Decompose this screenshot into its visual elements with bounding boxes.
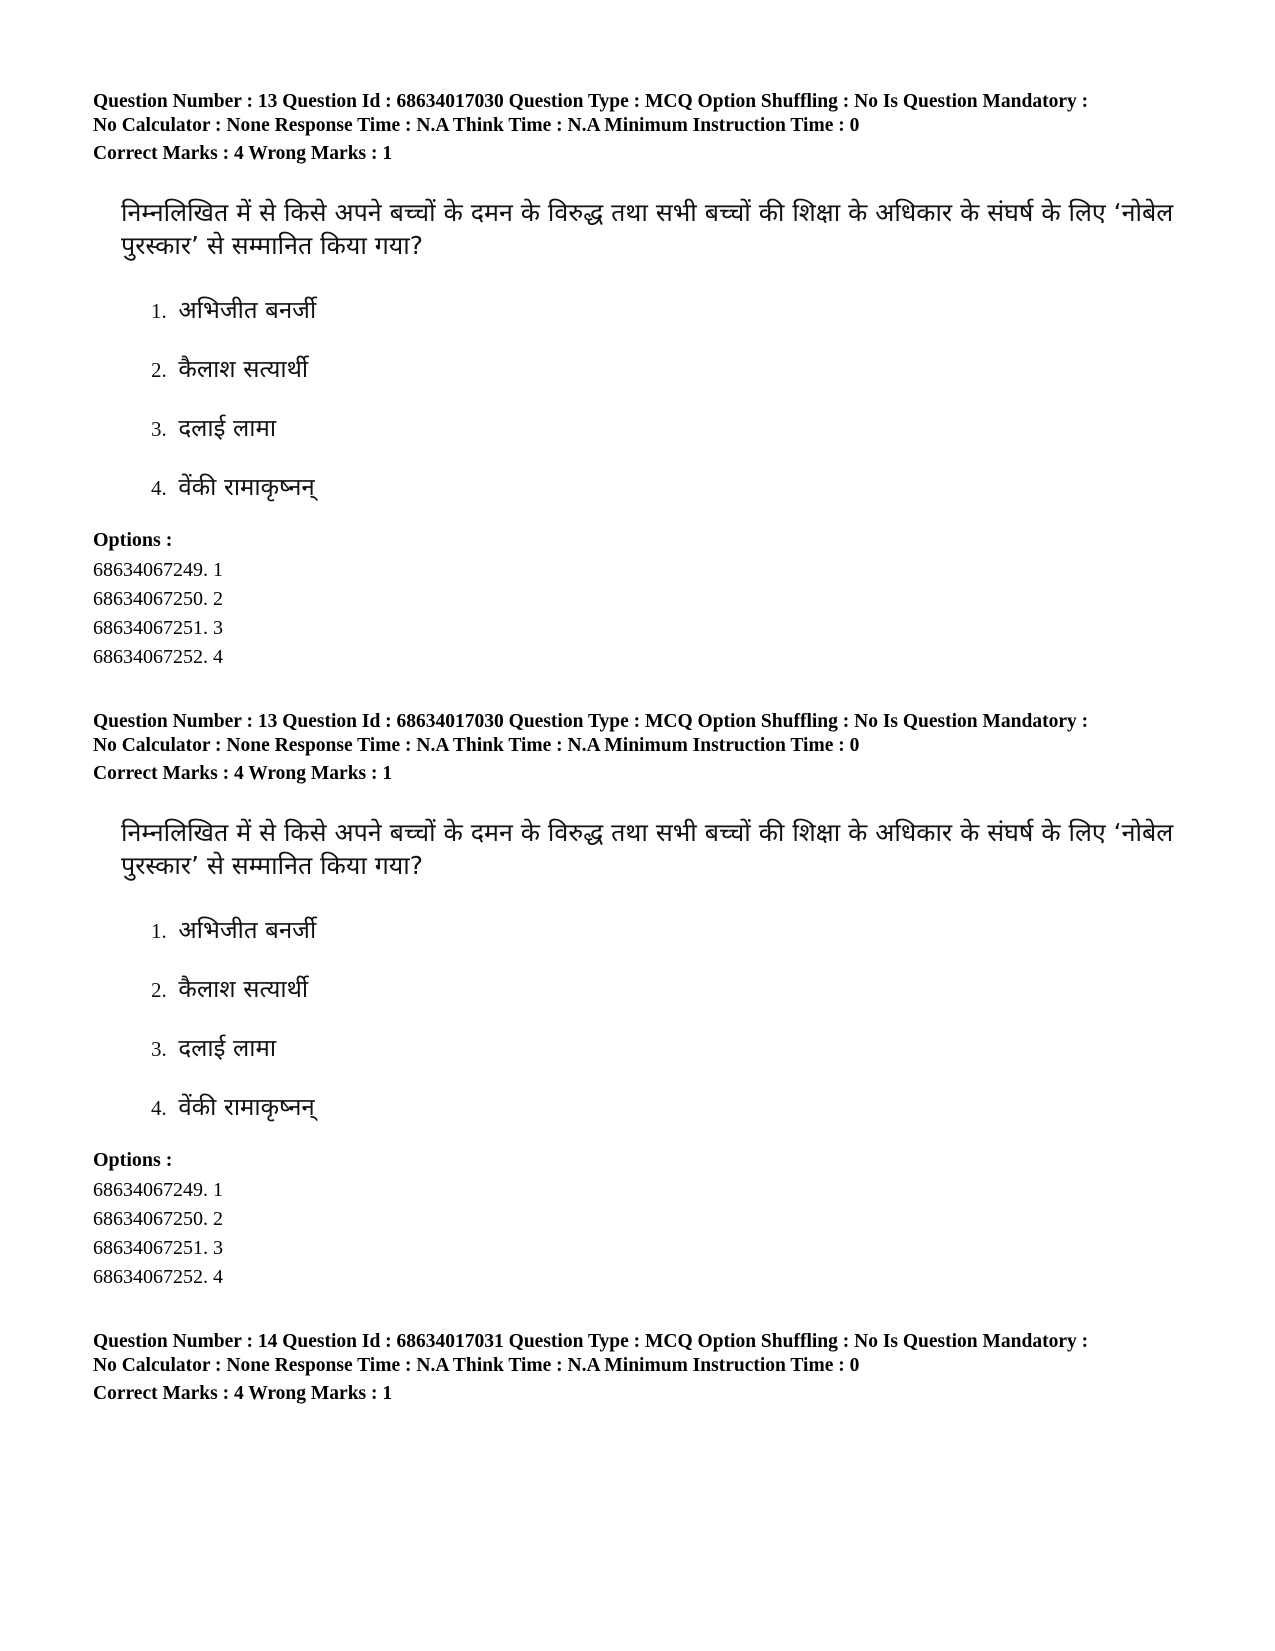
choice-item [151,969,1213,1009]
choice-item [151,408,1213,448]
question-text [121,816,1181,882]
marks-line: Correct Marks : 4 Wrong Marks : 1 [93,763,393,784]
option-id-item: 68634067249. 1 [93,559,223,581]
choice-number: 2. [151,358,167,382]
question-meta-line-1: Question Number : 13 Question Id : 68634017030 Question Type : MCQ Option Shuffling : No Is Question Mandatory : [93,711,1089,732]
question-text [121,196,1181,262]
choice-number: 3. [151,417,167,441]
choice-text: वेंकी रामाकृष्नन् [178,1093,315,1121]
option-id-list [93,556,1213,672]
question-meta-line-2: No Calculator : None Response Time : N.A Think Time : N.A Minimum Instruction Time : 0 [93,735,860,756]
question-meta-line-2: No Calculator : None Response Time : N.A Think Time : N.A Minimum Instruction Time : 0 [93,115,860,136]
block-spacer [93,672,1213,710]
document-page [93,90,1213,1406]
choice-number: 1. [151,299,167,323]
option-id-list [93,1176,1213,1292]
option-id-item: 68634067250. 2 [93,1208,223,1230]
question-block-13 [93,90,1213,672]
choice-text: दलाई लामा [178,414,277,442]
choice-text: कैलाश सत्यार्थी [178,355,309,383]
choice-text: कैलाश सत्यार्थी [178,975,309,1003]
choice-item [151,910,1213,950]
choice-item [151,349,1213,389]
option-id-item: 68634067251. 3 [93,1237,223,1259]
question-image [121,196,1213,507]
option-id-item: 68634067251. 3 [93,617,223,639]
question-meta-line-1: Question Number : 14 Question Id : 68634017031 Question Type : MCQ Option Shuffling : No Is Question Mandatory : [93,1331,1089,1352]
choice-number: 2. [151,978,167,1002]
question-image [121,816,1213,1127]
choice-text: अभिजीत बनर्जी [178,916,317,944]
option-id-item: 68634067249. 1 [93,1179,223,1201]
marks-line: Correct Marks : 4 Wrong Marks : 1 [93,143,393,164]
choice-number: 4. [151,1096,167,1120]
choice-item [151,1087,1213,1127]
question-meta-line-1: Question Number : 13 Question Id : 68634017030 Question Type : MCQ Option Shuffling : No Is Question Mandatory : [93,91,1089,112]
choice-text: दलाई लामा [178,1034,277,1062]
choice-list [121,910,1213,1127]
options-heading: Options : [93,1149,173,1171]
question-meta [93,710,1213,786]
question-meta-line-2: No Calculator : None Response Time : N.A Think Time : N.A Minimum Instruction Time : 0 [93,1355,860,1376]
choice-item [151,467,1213,507]
question-text-line-2: पुरस्कार’ से सम्मानित किया गया? [121,231,424,260]
option-id-item: 68634067250. 2 [93,588,223,610]
option-id-item: 68634067252. 4 [93,1266,223,1288]
choice-text: वेंकी रामाकृष्नन् [178,473,315,501]
question-text-line-2: पुरस्कार’ से सम्मानित किया गया? [121,851,424,880]
question-block-13-repeat [93,710,1213,1292]
options-heading: Options : [93,529,173,551]
block-spacer [93,1292,1213,1330]
choice-text: अभिजीत बनर्जी [178,296,317,324]
option-id-item: 68634067252. 4 [93,646,223,668]
marks-line: Correct Marks : 4 Wrong Marks : 1 [93,1383,393,1404]
choice-number: 3. [151,1037,167,1061]
question-meta [93,1330,1213,1406]
choice-list [121,290,1213,507]
question-text-line-1: निम्नलिखित में से किसे अपने बच्चों के दमन के विरुद्ध तथा सभी बच्चों की शिक्षा के अधिकार के संघर्ष के लिए ‘नोबेल [121,198,1174,227]
question-text-line-1: निम्नलिखित में से किसे अपने बच्चों के दमन के विरुद्ध तथा सभी बच्चों की शिक्षा के अधिकार के संघर्ष के लिए ‘नोबेल [121,818,1174,847]
choice-item [151,1028,1213,1068]
question-block-14 [93,1330,1213,1406]
question-meta [93,90,1213,166]
choice-number: 1. [151,919,167,943]
choice-item [151,290,1213,330]
choice-number: 4. [151,476,167,500]
